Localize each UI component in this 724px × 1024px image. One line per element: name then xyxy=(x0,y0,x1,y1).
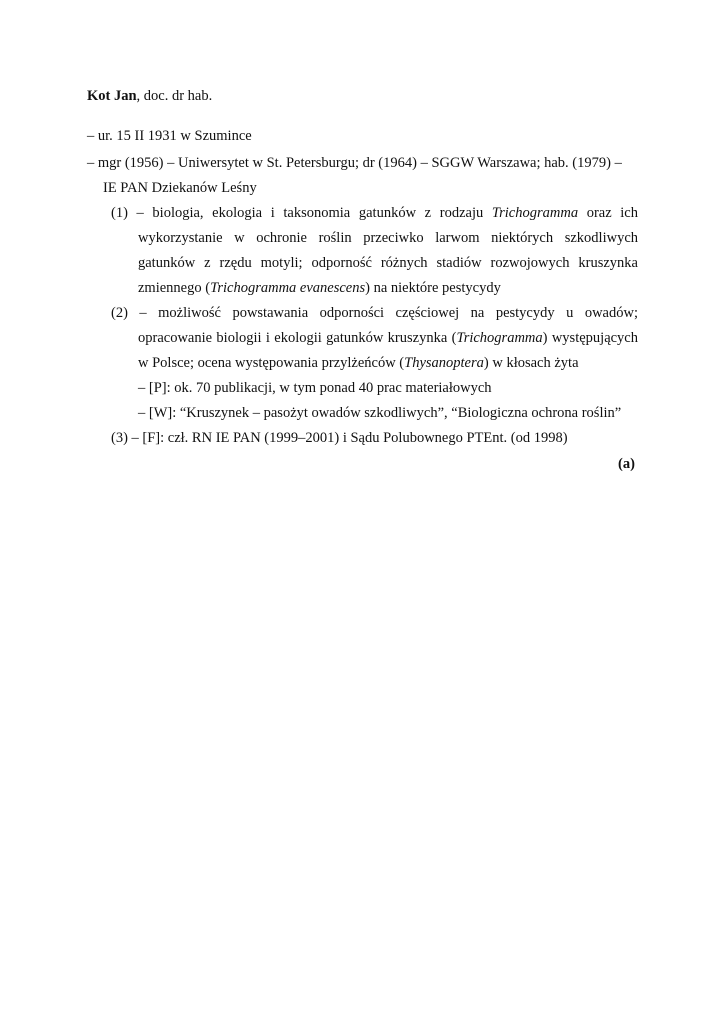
education-line-1: – mgr (1956) – Uniwersytet w St. Petersburgu; dr (1964) – SGGW Warszawa; hab. (1979) – xyxy=(87,155,622,171)
entry-heading xyxy=(87,87,212,105)
section-2-line-3: w Polsce; ocena występowania przylżeńców (Thysanoptera) w kłosach żyta xyxy=(138,355,579,371)
education-line-2: IE PAN Dziekanów Leśny xyxy=(103,180,257,196)
section-2-line-2: opracowanie biologii i ekologii gatunków kruszynka (Trichogramma) występujących xyxy=(138,330,638,346)
section-1-line-2: wykorzystanie w ochronie roślin przeciwko larwom niektórych szkodliwych xyxy=(138,230,638,246)
section-3-line: (3) – [F]: czł. RN IE PAN (1999–2001) i Sądu Polubownego PTEnt. (od 1998) xyxy=(111,430,568,446)
section-2-line-1: (2) – możliwość powstawania odporności częściowej na pestycydy u owadów; xyxy=(111,305,638,321)
entry-tag: (a) xyxy=(618,456,635,472)
person-title: , doc. dr hab. xyxy=(136,88,213,104)
section-1-line-3: gatunków z rzędu motyli; odporność różnych stadiów rozwojowych kruszynka xyxy=(138,255,638,271)
section-1-line-4: zmiennego (Trichogramma evanescens) na niektóre pestycydy xyxy=(138,280,501,296)
birth-line: – ur. 15 II 1931 w Szumince xyxy=(87,128,252,144)
works-line: – [W]: “Kruszynek – pasożyt owadów szkodliwych”, “Biologiczna ochrona roślin” xyxy=(138,405,622,421)
section-1-line-1: (1) – biologia, ekologia i taksonomia gatunków z rodzaju Trichogramma oraz ich xyxy=(111,205,638,221)
person-name: Kot Jan xyxy=(87,88,137,104)
publications-line: – [P]: ok. 70 publikacji, w tym ponad 40 prac materiałowych xyxy=(138,380,492,396)
